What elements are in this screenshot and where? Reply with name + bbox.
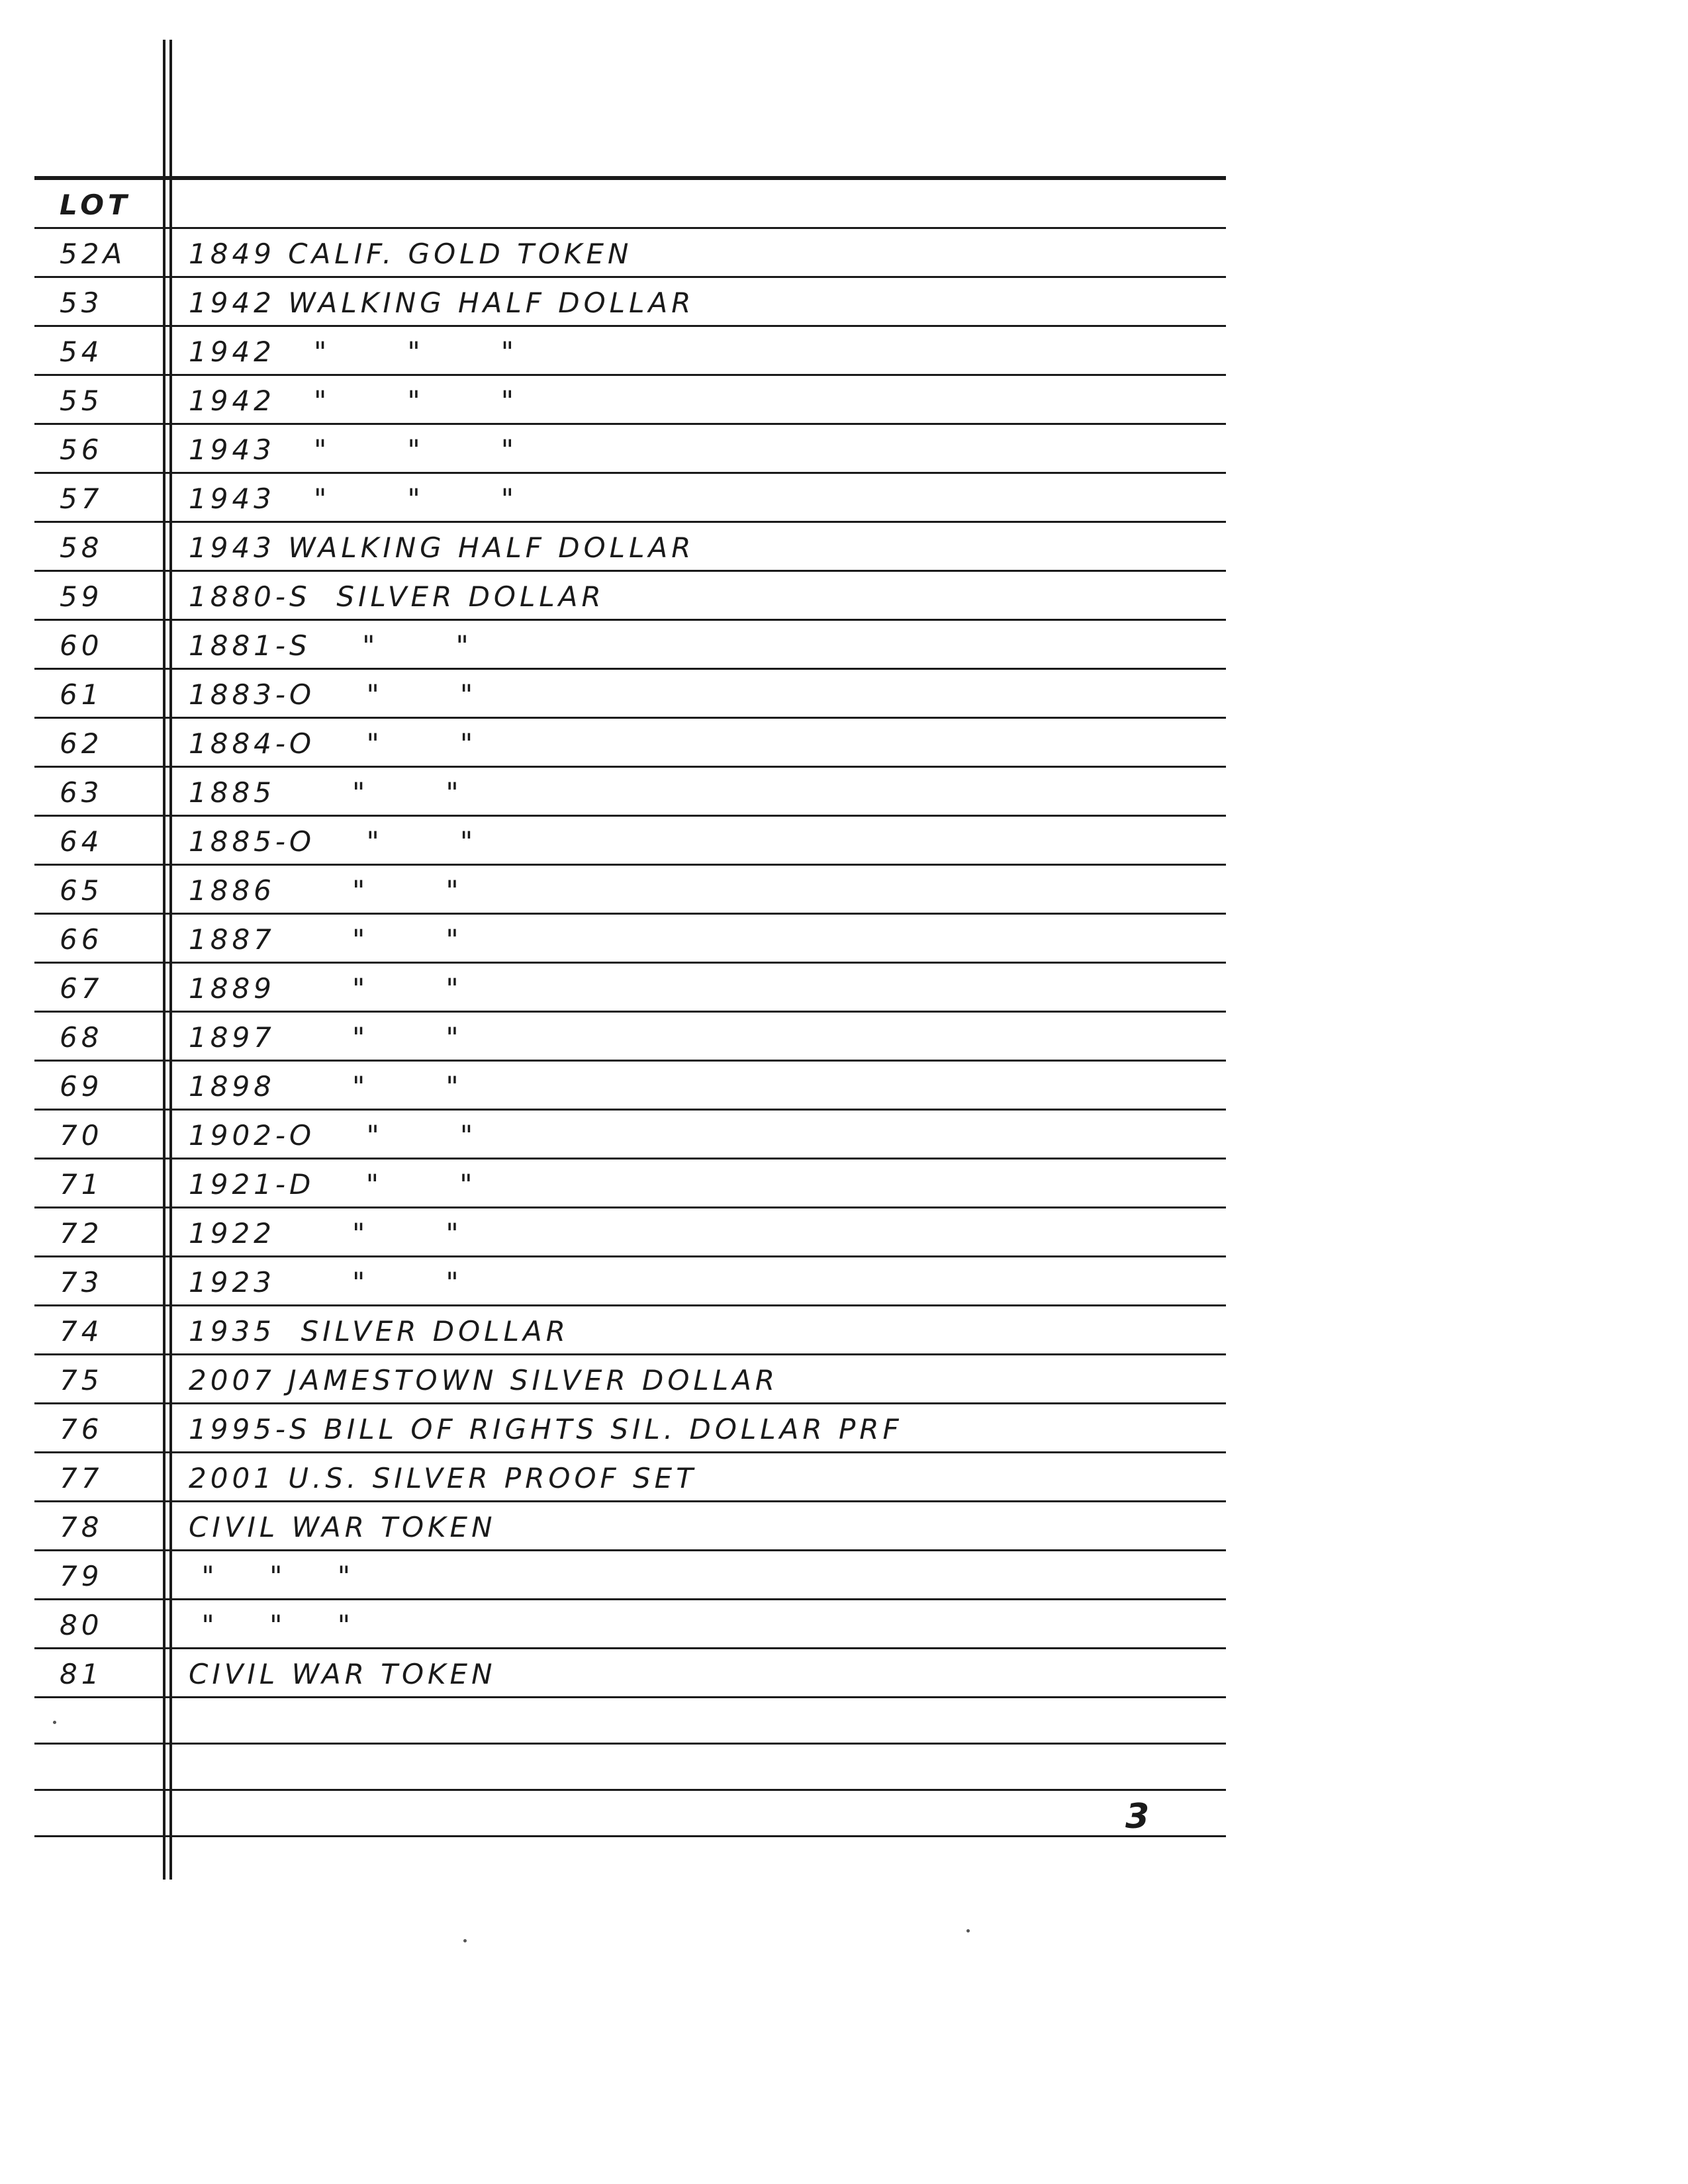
lot-description: 1943 WALKING HALF DOLLAR — [189, 531, 695, 564]
row-rule — [34, 668, 1226, 670]
lot-number: 54 — [60, 335, 103, 368]
scan-speck — [966, 1929, 970, 1933]
row-rule — [34, 815, 1226, 817]
lot-number: 63 — [60, 776, 103, 809]
lot-number: 57 — [60, 482, 103, 515]
lot-description: CIVIL WAR TOKEN — [189, 1510, 496, 1543]
lot-number: 66 — [60, 923, 103, 956]
lot-number: 65 — [60, 874, 103, 907]
lot-description: 2007 JAMESTOWN SILVER DOLLAR — [189, 1363, 779, 1396]
lot-number: 56 — [60, 433, 103, 466]
row-rule — [34, 472, 1226, 474]
row-rule — [34, 913, 1226, 915]
row-rule — [34, 766, 1226, 768]
lot-description: 1935 SILVER DOLLAR — [189, 1314, 569, 1347]
lot-description: 1922 " " — [189, 1216, 463, 1250]
row-rule — [34, 1598, 1226, 1600]
lot-description: 1898 " " — [189, 1069, 463, 1103]
lot-number: 70 — [60, 1118, 103, 1152]
row-rule — [34, 423, 1226, 425]
lot-number: 64 — [60, 825, 103, 858]
lot-description: CIVIL WAR TOKEN — [189, 1657, 496, 1690]
lot-description: 1942 " " " — [189, 384, 518, 417]
row-rule — [34, 1549, 1226, 1551]
row-rule — [34, 1255, 1226, 1257]
lot-number: 77 — [60, 1461, 103, 1494]
scan-speck — [463, 1939, 467, 1942]
row-rule — [34, 619, 1226, 621]
row-rule — [34, 325, 1226, 327]
lot-description: 1849 CALIF. GOLD TOKEN — [189, 237, 633, 270]
row-rule — [34, 227, 1226, 229]
lot-description: 1902-O " " — [189, 1118, 477, 1152]
lot-description: 1883-O " " — [189, 678, 477, 711]
row-rule — [34, 570, 1226, 572]
lot-number: 79 — [60, 1559, 103, 1592]
lot-description: 1885 " " — [189, 776, 463, 809]
row-rule — [34, 1451, 1226, 1453]
lot-description: 2001 U.S. SILVER PROOF SET — [189, 1461, 697, 1494]
lot-number: 52A — [60, 237, 126, 270]
lot-column-header: LOT — [60, 188, 131, 221]
page-number: 3 — [1125, 1797, 1150, 1837]
lot-description: 1921-D " " — [189, 1167, 477, 1201]
lot-description: 1995-S BILL OF RIGHTS SIL. DOLLAR PRF — [189, 1412, 903, 1445]
lot-description: 1887 " " — [189, 923, 463, 956]
lot-number: 75 — [60, 1363, 103, 1396]
lot-description: 1884-O " " — [189, 727, 477, 760]
lot-description: 1885-O " " — [189, 825, 477, 858]
column-divider-left — [163, 40, 165, 1880]
lot-number: 76 — [60, 1412, 103, 1445]
lot-description: 1923 " " — [189, 1265, 463, 1298]
lot-description: 1889 " " — [189, 972, 463, 1005]
lot-number: 80 — [60, 1608, 103, 1641]
lot-description: 1942 " " " — [189, 335, 518, 368]
lot-number: 81 — [60, 1657, 103, 1690]
row-rule — [34, 717, 1226, 719]
lot-number: 69 — [60, 1069, 103, 1103]
lot-number: 71 — [60, 1167, 103, 1201]
row-rule — [34, 276, 1226, 278]
lot-number: 60 — [60, 629, 103, 662]
lot-number: 68 — [60, 1021, 103, 1054]
row-rule — [34, 1206, 1226, 1208]
lot-description: 1897 " " — [189, 1021, 463, 1054]
row-rule — [34, 521, 1226, 523]
blank-rule — [34, 1835, 1226, 1837]
blank-rule — [34, 1789, 1226, 1791]
lot-number: 78 — [60, 1510, 103, 1543]
lot-number: 72 — [60, 1216, 103, 1250]
lot-number: 74 — [60, 1314, 103, 1347]
lot-description: " " " — [189, 1608, 355, 1641]
lot-description: 1881-S " " — [189, 629, 473, 662]
row-rule — [34, 374, 1226, 376]
row-rule — [34, 1060, 1226, 1062]
row-rule — [34, 1109, 1226, 1111]
lot-description: 1880-S SILVER DOLLAR — [189, 580, 605, 613]
lot-description: 1886 " " — [189, 874, 463, 907]
lot-number: 59 — [60, 580, 103, 613]
lot-description: 1942 WALKING HALF DOLLAR — [189, 286, 695, 319]
lot-number: 55 — [60, 384, 103, 417]
blank-rule — [34, 1743, 1226, 1745]
row-rule — [34, 1158, 1226, 1160]
lot-number: 53 — [60, 286, 103, 319]
lot-description: " " " — [189, 1559, 355, 1592]
lot-number: 61 — [60, 678, 103, 711]
lot-number: 62 — [60, 727, 103, 760]
header-top-rule — [34, 176, 1226, 180]
row-rule — [34, 1353, 1226, 1355]
row-rule — [34, 1647, 1226, 1649]
row-rule — [34, 962, 1226, 964]
lot-description: 1943 " " " — [189, 482, 518, 515]
row-rule — [34, 1696, 1226, 1698]
row-rule — [34, 1011, 1226, 1013]
row-rule — [34, 1500, 1226, 1502]
lot-number: 73 — [60, 1265, 103, 1298]
scan-speck — [53, 1721, 56, 1724]
lot-description: 1943 " " " — [189, 433, 518, 466]
lot-number: 58 — [60, 531, 103, 564]
column-divider-right — [169, 40, 172, 1880]
lot-number: 67 — [60, 972, 103, 1005]
row-rule — [34, 1304, 1226, 1306]
row-rule — [34, 1402, 1226, 1404]
row-rule — [34, 864, 1226, 866]
